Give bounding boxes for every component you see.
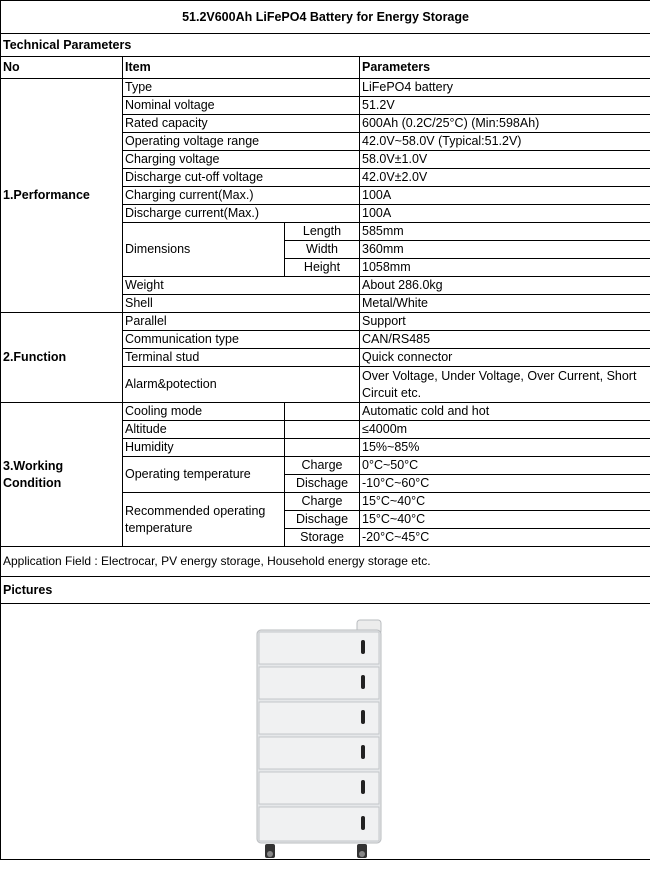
table-row [1,79,650,97]
table-row [1,313,650,331]
application-row [1,547,650,577]
technical-parameters-heading: Technical Parameters [1,34,650,57]
table-row [1,403,650,421]
header-row [1,57,650,79]
item-rated-capacity: Rated capacity [123,115,360,133]
sub-length: Length [285,223,360,241]
empty-cell [285,439,360,457]
item-communication: Communication type [123,331,360,349]
item-charging-current: Charging current(Max.) [123,187,360,205]
item-shell: Shell [123,295,360,313]
performance-label: 1.Performance [1,79,123,313]
title-row [1,1,650,34]
application-field: Application Field : Electrocar, PV energy storage, Household energy storage etc. [1,547,650,577]
value-type: LiFePO4 battery [360,79,650,97]
value-rec-discharge: 15°C~40°C [360,511,650,529]
value-communication: CAN/RS485 [360,331,650,349]
value-rec-storage: -20°C~45°C [360,529,650,547]
value-alarm: Over Voltage, Under Voltage, Over Current, Short Circuit etc. [360,367,650,403]
value-width: 360mm [360,241,650,259]
value-op-discharge: -10°C~60°C [360,475,650,493]
value-parallel: Support [360,313,650,331]
item-alarm: Alarm&potection [123,367,360,403]
item-humidity: Humidity [123,439,285,457]
picture-area-row [1,604,650,860]
item-operating-voltage-range: Operating voltage range [123,133,360,151]
value-humidity: 15%~85% [360,439,650,457]
pictures-row [1,577,650,604]
value-height: 1058mm [360,259,650,277]
item-discharge-current: Discharge current(Max.) [123,205,360,223]
sub-op-discharge: Dischage [285,475,360,493]
value-altitude: ≤4000m [360,421,650,439]
value-rec-charge: 15°C~40°C [360,493,650,511]
value-operating-voltage-range: 42.0V~58.0V (Typical:51.2V) [360,133,650,151]
working-label: 3.Working Condition [1,403,123,547]
item-altitude: Altitude [123,421,285,439]
function-label: 2.Function [1,313,123,403]
item-operating-temp: Operating temperature [123,457,285,493]
value-discharge-cutoff: 42.0V±2.0V [360,169,650,187]
item-parallel: Parallel [123,313,360,331]
technical-parameters-row [1,34,650,57]
header-item: Item [123,57,360,79]
header-parameters: Parameters [360,57,650,79]
item-recommended-temp: Recommended operating temperature [123,493,285,547]
item-charging-voltage: Charging voltage [123,151,360,169]
value-charging-current: 100A [360,187,650,205]
item-terminal: Terminal stud [123,349,360,367]
pictures-heading: Pictures [1,577,650,604]
value-shell: Metal/White [360,295,650,313]
sub-width: Width [285,241,360,259]
sub-rec-charge: Charge [285,493,360,511]
sub-op-charge: Charge [285,457,360,475]
document-title: 51.2V600Ah LiFePO4 Battery for Energy Storage [1,1,650,34]
value-charging-voltage: 58.0V±1.0V [360,151,650,169]
value-op-charge: 0°C~50°C [360,457,650,475]
empty-cell [285,403,360,421]
battery-cabinet-image [251,618,386,860]
sub-height: Height [285,259,360,277]
picture-area [1,604,650,860]
value-length: 585mm [360,223,650,241]
sub-rec-storage: Storage [285,529,360,547]
empty-cell [285,421,360,439]
item-nominal-voltage: Nominal voltage [123,97,360,115]
item-cooling: Cooling mode [123,403,285,421]
value-terminal: Quick connector [360,349,650,367]
value-cooling: Automatic cold and hot [360,403,650,421]
value-rated-capacity: 600Ah (0.2C/25°C) (Min:598Ah) [360,115,650,133]
item-weight: Weight [123,277,360,295]
item-type: Type [123,79,360,97]
item-discharge-cutoff: Discharge cut-off voltage [123,169,360,187]
item-dimensions: Dimensions [123,223,285,277]
value-weight: About 286.0kg [360,277,650,295]
value-nominal-voltage: 51.2V [360,97,650,115]
value-discharge-current: 100A [360,205,650,223]
sub-rec-discharge: Dischage [285,511,360,529]
header-no: No [1,57,123,79]
